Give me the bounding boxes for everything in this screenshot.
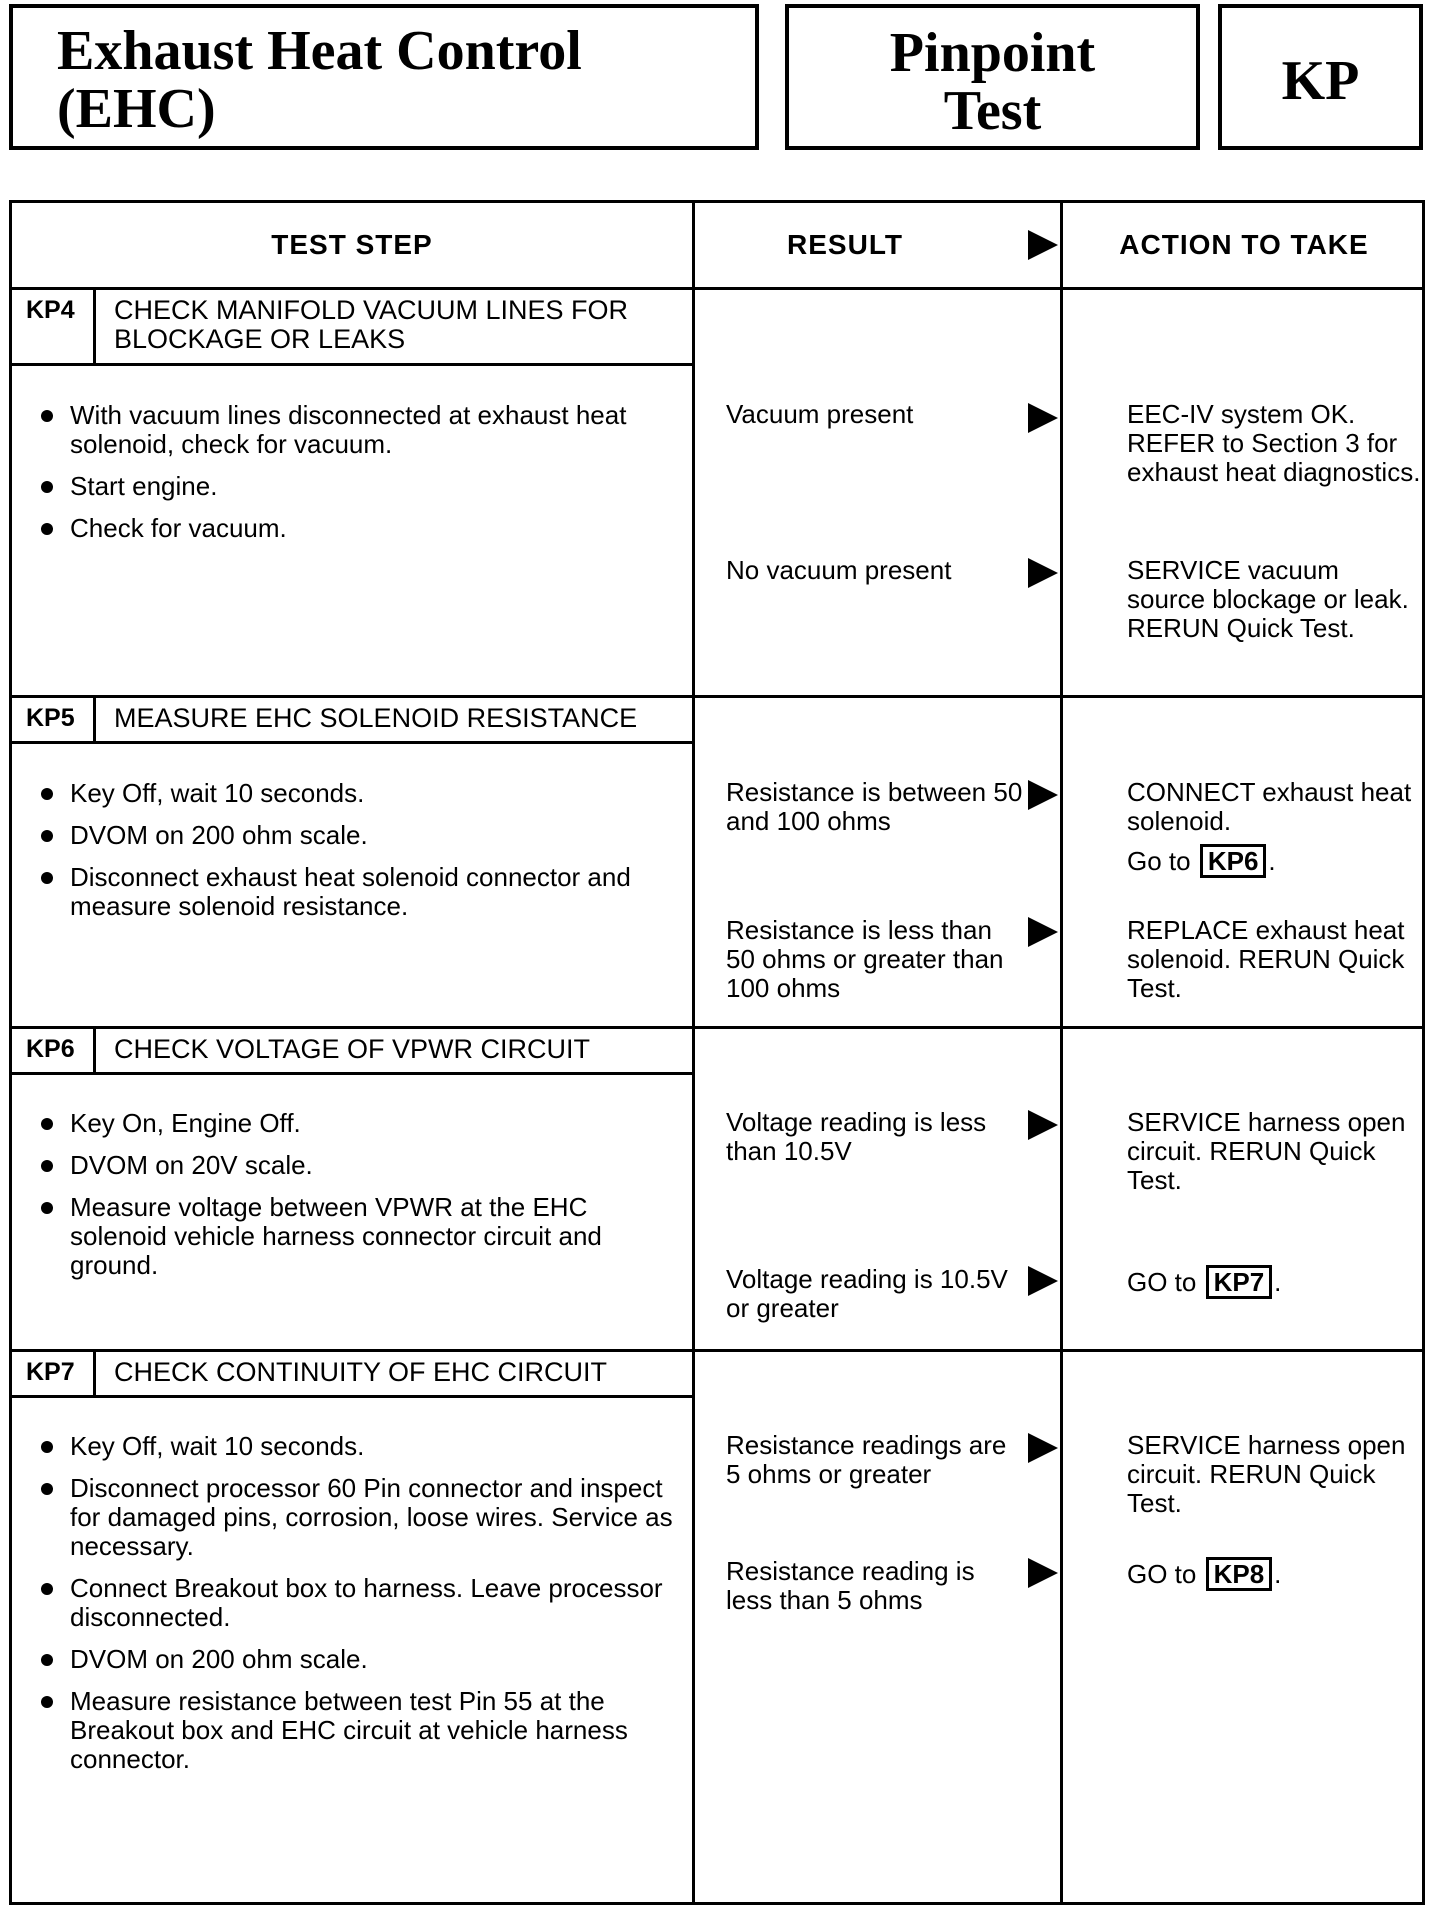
goto-step-ref[interactable]: KP7 — [1206, 1265, 1273, 1299]
step-instructions — [40, 401, 690, 556]
arrow-right-icon — [1028, 1110, 1058, 1140]
goto-label: GO to — [1127, 1559, 1197, 1589]
title-line-1: Exhaust Heat Control — [57, 20, 582, 82]
action-text: REPLACE exhaust heat solenoid. RERUN Quick Test. — [1127, 915, 1405, 1003]
step-title: CHECK MANIFOLD VACUUM LINES FOR BLOCKAGE OR LEAKS — [114, 295, 629, 354]
goto-line — [1127, 844, 1422, 878]
instruction-item: Connect Breakout box to harness. Leave processor disconnected. — [40, 1574, 690, 1632]
arrow-right-icon — [1028, 403, 1058, 433]
column-divider — [1060, 203, 1063, 1902]
result-text: Voltage reading is 10.5V or greater — [726, 1264, 1008, 1323]
arrow-right-icon — [1028, 230, 1058, 260]
test-type-line-2: Test — [943, 80, 1042, 142]
goto-step-ref[interactable]: KP6 — [1200, 844, 1267, 878]
instruction-item: DVOM on 200 ohm scale. — [40, 1645, 690, 1674]
result-text: Resistance reading is less than 5 ohms — [726, 1556, 975, 1615]
goto-label: GO to — [1127, 1267, 1197, 1297]
action-text: SERVICE vacuum source blockage or leak. RERUN Quick Test. — [1127, 555, 1409, 643]
column-header-result: RESULT — [787, 229, 903, 260]
instruction-item: Start engine. — [40, 472, 690, 501]
instruction-item: Disconnect exhaust heat solenoid connector and measure solenoid resistance. — [40, 863, 690, 921]
step-code: KP5 — [12, 698, 96, 741]
result-text: Voltage reading is less than 10.5V — [726, 1107, 987, 1166]
step-instructions — [40, 1432, 690, 1787]
test-type-box — [785, 4, 1200, 150]
step-code: KP7 — [12, 1352, 96, 1395]
arrow-right-icon — [1028, 1558, 1058, 1588]
goto-line — [1127, 1557, 1422, 1591]
step-code: KP6 — [12, 1029, 96, 1072]
step-header — [12, 1352, 694, 1398]
instruction-item: Key Off, wait 10 seconds. — [40, 779, 690, 808]
instruction-item: With vacuum lines disconnected at exhaust heat solenoid, check for vacuum. — [40, 401, 690, 459]
instruction-item: Disconnect processor 60 Pin connector and inspect for damaged pins, corrosion, loose wires. Service as necessary. — [40, 1474, 690, 1561]
instruction-item: Key On, Engine Off. — [40, 1109, 690, 1138]
step-title: MEASURE EHC SOLENOID RESISTANCE — [114, 703, 638, 733]
arrow-right-icon — [1028, 917, 1058, 947]
instruction-item: Check for vacuum. — [40, 514, 690, 543]
result-text: Resistance is less than 50 ohms or greater than 100 ohms — [726, 915, 1004, 1003]
step-header — [12, 290, 694, 366]
action-text: EEC-IV system OK. REFER to Section 3 for exhaust heat diagnostics. — [1127, 399, 1421, 487]
column-header-action: ACTION TO TAKE — [1119, 229, 1369, 260]
step-header — [12, 698, 694, 744]
result-text: Vacuum present — [726, 399, 914, 429]
goto-step-ref[interactable]: KP8 — [1206, 1557, 1273, 1591]
instruction-item: Measure voltage between VPWR at the EHC solenoid vehicle harness connector circuit and ground. — [40, 1193, 690, 1280]
arrow-right-icon — [1028, 1433, 1058, 1463]
pinpoint-test-table — [9, 200, 1425, 1905]
goto-suffix: . — [1274, 1267, 1282, 1297]
step-code: KP4 — [12, 290, 96, 363]
step-instructions — [40, 779, 690, 934]
step-instructions — [40, 1109, 690, 1293]
test-type-label — [789, 24, 1196, 140]
title-box — [9, 4, 759, 150]
action-text: SERVICE harness open circuit. RERUN Quick Test. — [1127, 1430, 1406, 1518]
test-type-line-1: Pinpoint — [889, 22, 1096, 84]
action-block — [1127, 778, 1422, 878]
step-title: CHECK VOLTAGE OF VPWR CIRCUIT — [114, 1034, 591, 1064]
goto-label: Go to — [1127, 846, 1191, 876]
arrow-right-icon — [1028, 780, 1058, 810]
column-header-test-step: TEST STEP — [271, 229, 433, 260]
action-text: CONNECT exhaust heat solenoid. — [1127, 777, 1412, 836]
goto-line — [1127, 1265, 1422, 1299]
arrow-right-icon — [1028, 558, 1058, 588]
arrow-right-icon — [1028, 1266, 1058, 1296]
page-title — [57, 22, 582, 138]
section-code: KP — [1281, 50, 1360, 112]
goto-suffix: . — [1268, 846, 1276, 876]
result-text: Resistance readings are 5 ohms or greater — [726, 1430, 1007, 1489]
result-text: No vacuum present — [726, 555, 952, 585]
instruction-item: Measure resistance between test Pin 55 at the Breakout box and EHC circuit at vehicle harness connector. — [40, 1687, 690, 1774]
instruction-item: DVOM on 20V scale. — [40, 1151, 690, 1180]
title-line-2: (EHC) — [57, 78, 216, 140]
instruction-item: DVOM on 200 ohm scale. — [40, 821, 690, 850]
code-box — [1218, 4, 1423, 150]
instruction-item: Key Off, wait 10 seconds. — [40, 1432, 690, 1461]
step-title: CHECK CONTINUITY OF EHC CIRCUIT — [114, 1357, 608, 1387]
step-header — [12, 1029, 694, 1075]
result-text: Resistance is between 50 and 100 ohms — [726, 777, 1023, 836]
action-text: SERVICE harness open circuit. RERUN Quick Test. — [1127, 1107, 1406, 1195]
goto-suffix: . — [1274, 1559, 1282, 1589]
